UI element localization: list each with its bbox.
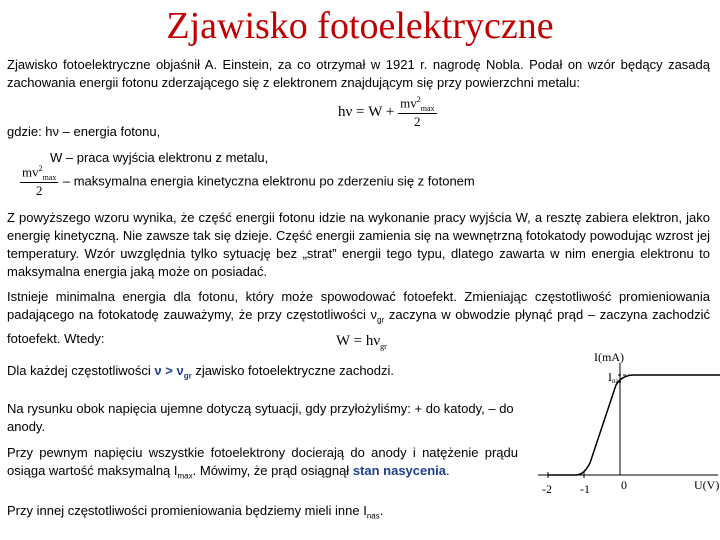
definition-hv: gdzie: hν – energia fotonu, xyxy=(7,124,161,139)
saturation-term: stan nasycenia xyxy=(352,463,447,478)
tick-label-minus-one: -1 xyxy=(580,482,590,495)
tick-label-zero: 0 xyxy=(621,478,627,492)
x-axis-label: U(V) xyxy=(694,478,720,492)
definition-w: W – praca wyjścia elektronu z metalu, xyxy=(50,150,269,165)
tick-label-minus-two: -2 xyxy=(542,482,552,495)
y-axis-label: I(mA) xyxy=(594,350,624,364)
paragraph-threshold: Istnieje minimalna energia dla fotonu, który może spowodować fotoefekt. Zmieniając częstotliwość promieniowania padającego na fotokatodę zauważymy, że przy częstotliwości $\nu_{gr}$ zaczyna w obwodzie płynąć prąd – zaczyna zachodzić fotoefekt. Wtedy: xyxy=(7,289,710,346)
saturation-current-label: Inas xyxy=(608,370,622,385)
einstein-formula xyxy=(338,95,437,130)
voltage-note: Na rysunku obok napięcia ujemne dotyczą sytuacji, gdy przyłożyliśmy: + do katody, – do anody. xyxy=(7,401,514,434)
formula-numerator: $mv^2_{max}$ xyxy=(400,95,435,113)
ek-description: – maksymalna energia kinetyczna elektronu po zderzeniu się z fotonem xyxy=(62,173,475,189)
definition-ek xyxy=(20,164,475,199)
iv-curve xyxy=(548,375,720,475)
current-voltage-graph xyxy=(528,345,720,495)
page-title: Zjawisko fotoelektryczne xyxy=(166,5,554,47)
threshold-formula: $W = h\nu_{gr}$ xyxy=(336,333,387,351)
condition-nu: $\nu > \nu_{gr}$ xyxy=(154,363,192,381)
formula-lhs: hν = W + xyxy=(338,103,395,120)
condition-line: Dla każdej częstotliwości $\nu > \nu_{gr}$ zjawisko fotoelektryczne zachodzi. xyxy=(7,363,395,381)
formula-fraction xyxy=(398,95,436,130)
formula-denominator: 2 xyxy=(414,113,421,129)
ek-fraction: $\frac{mv^2_{max}}{2}$ xyxy=(22,164,57,198)
paragraph-energy-loss: Z powyższego wzoru wynika, że część energii fotonu idzie na wykonanie pracy wyjścia W, a resztę zabiera elektron, jako energię kinetyczną. Nie zawsze tak się dzieje. Część energii zamienia się na wewnętrzną fotokatody powodując wzrost jej temperatury. Wzór uwzględnia tylko sytuację bez „strat” energii tego typu, dlatego zawarta w nim energia elektronu to maksymalna energia jaką może on posiadać. xyxy=(7,210,710,279)
other-frequency-line: Przy innej częstotliwości promieniowania będziemy mieli inne $I_{nas}$. xyxy=(7,503,384,521)
intro-paragraph: Zjawisko fotoelektryczne objaśnił A. Einstein, za co otrzymał w 1921 r. nagrodę Nobla. Podał on wzór będący zasadą zachowania energii fotonu zderzającego się z elektronem znajdującym się przy powierzchni metalu: xyxy=(7,57,710,90)
saturation-paragraph: Przy pewnym napięciu wszystkie fotoelektrony docierają do anody i natężenie prądu osiąga wartość maksymalną $I_{max}$. Mówimy, że prąd osiągnął stan nasycenia. xyxy=(7,445,518,481)
